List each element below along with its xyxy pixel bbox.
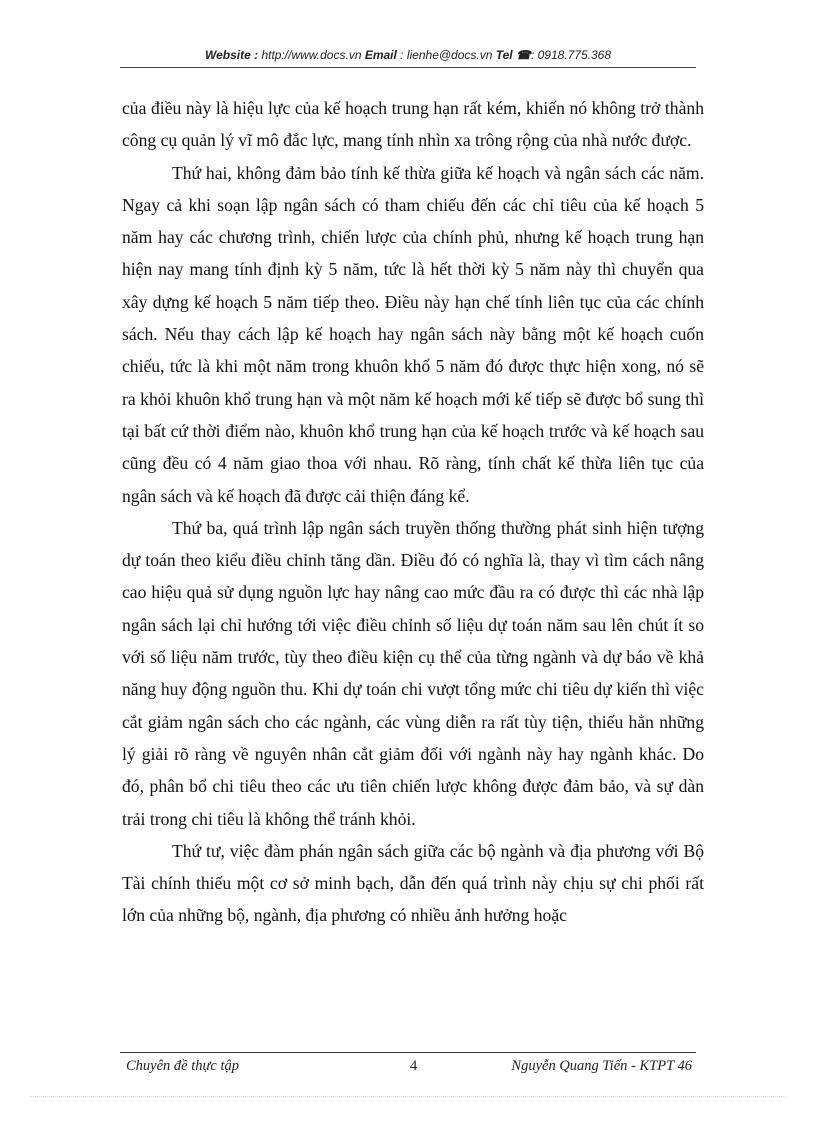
email-label: Email (364, 48, 397, 62)
page-number: 4 (410, 1058, 418, 1074)
paragraph-3: Thứ ba, quá trình lập ngân sách truyền thống thường phát sinh hiện tượng dự toán theo kiểu điều chỉnh tăng dần. Điều đó có nghĩa là, thay vì tìm cách nâng cao hiệu quả sử dụng nguồn lực hay nâng cao mức đầu ra có được thì các nhà lập ngân sách lại chỉ hướng tới việc điều chỉnh số liệu dự toán năm sau lên chút ít so với số liệu năm trước, tùy theo điều kiện cụ thể của từng ngành và dự báo về khả năng huy động nguồn thu. Khi dự toán chi vượt tổng mức chi tiêu dự kiến thì việc cắt giảm ngân sách cho các ngành, các vùng diễn ra rất tùy tiện, thiếu hẳn những lý giải rõ ràng về nguyên nhân cắt giảm đối với ngành này hay ngành khác. Do đó, phân bổ chi tiêu theo các ưu tiên chiến lược không được đảm bảo, và sự dàn trải trong chi tiêu là không thể tránh khỏi. (122, 517, 704, 829)
footer-author: Nguyễn Quang Tiến - KTPT 46 (511, 1058, 692, 1074)
document-body (122, 92, 704, 932)
email-value: : lienhe@docs.vn (396, 48, 496, 62)
website-value: http://www.docs.vn (258, 48, 365, 62)
tel-label: Tel ☎ (495, 48, 531, 62)
paragraph-4: Thứ tư, việc đàm phán ngân sách giữa các bộ ngành và địa phương với Bộ Tài chính thiếu một cơ sở minh bạch, dẫn đến quá trình này chịu sự chi phối rất lớn của những bộ, ngành, địa phương có nhiều ảnh hưởng hoặc (122, 840, 704, 926)
footer-title: Chuyên đề thực tập (126, 1058, 240, 1074)
page-header (120, 48, 696, 62)
page-footer (126, 1058, 692, 1078)
footer-divider (120, 1052, 696, 1053)
paragraph-1: của điều này là hiệu lực của kế hoạch trung hạn rất kém, khiến nó không trở thành công cụ quản lý vĩ mô đắc lực, mang tính nhìn xa trông rộng của nhà nước được. (122, 98, 704, 151)
page-bottom-border (30, 1096, 786, 1097)
website-label: Website : (204, 48, 259, 62)
paragraph-2: Thứ hai, không đảm bảo tính kế thừa giữa kế hoạch và ngân sách các năm. Ngay cả khi soạn lập ngân sách có tham chiếu đến các chỉ tiêu của kế hoạch 5 năm hay các chương trình, chiến lược của chính phủ, nhưng kế hoạch trung hạn hiện nay mang tính định kỳ 5 năm, tức là hết thời kỳ 5 năm này thì chuyển qua xây dựng kế hoạch 5 năm tiếp theo. Điều này hạn chế tính liên tục của các chính sách. Nếu thay cách lập kế hoạch hay ngân sách này bằng một kế hoạch cuốn chiếu, tức là khi một năm trong khuôn khổ 5 năm đó được thực hiện xong, nó sẽ ra khỏi khuôn khổ trung hạn và một năm kế hoạch mới kế tiếp sẽ được bổ sung thì tại bất cứ thời điểm nào, khuôn khổ trung hạn của kế hoạch trước và kế hoạch sau cũng đều có 4 năm giao thoa với nhau. Rõ ràng, tính chất kế thừa liên tục của ngân sách và kế hoạch đã được cải thiện đáng kể. (122, 162, 704, 506)
header-divider (120, 67, 696, 68)
tel-value: : 0918.775.368 (530, 48, 612, 62)
